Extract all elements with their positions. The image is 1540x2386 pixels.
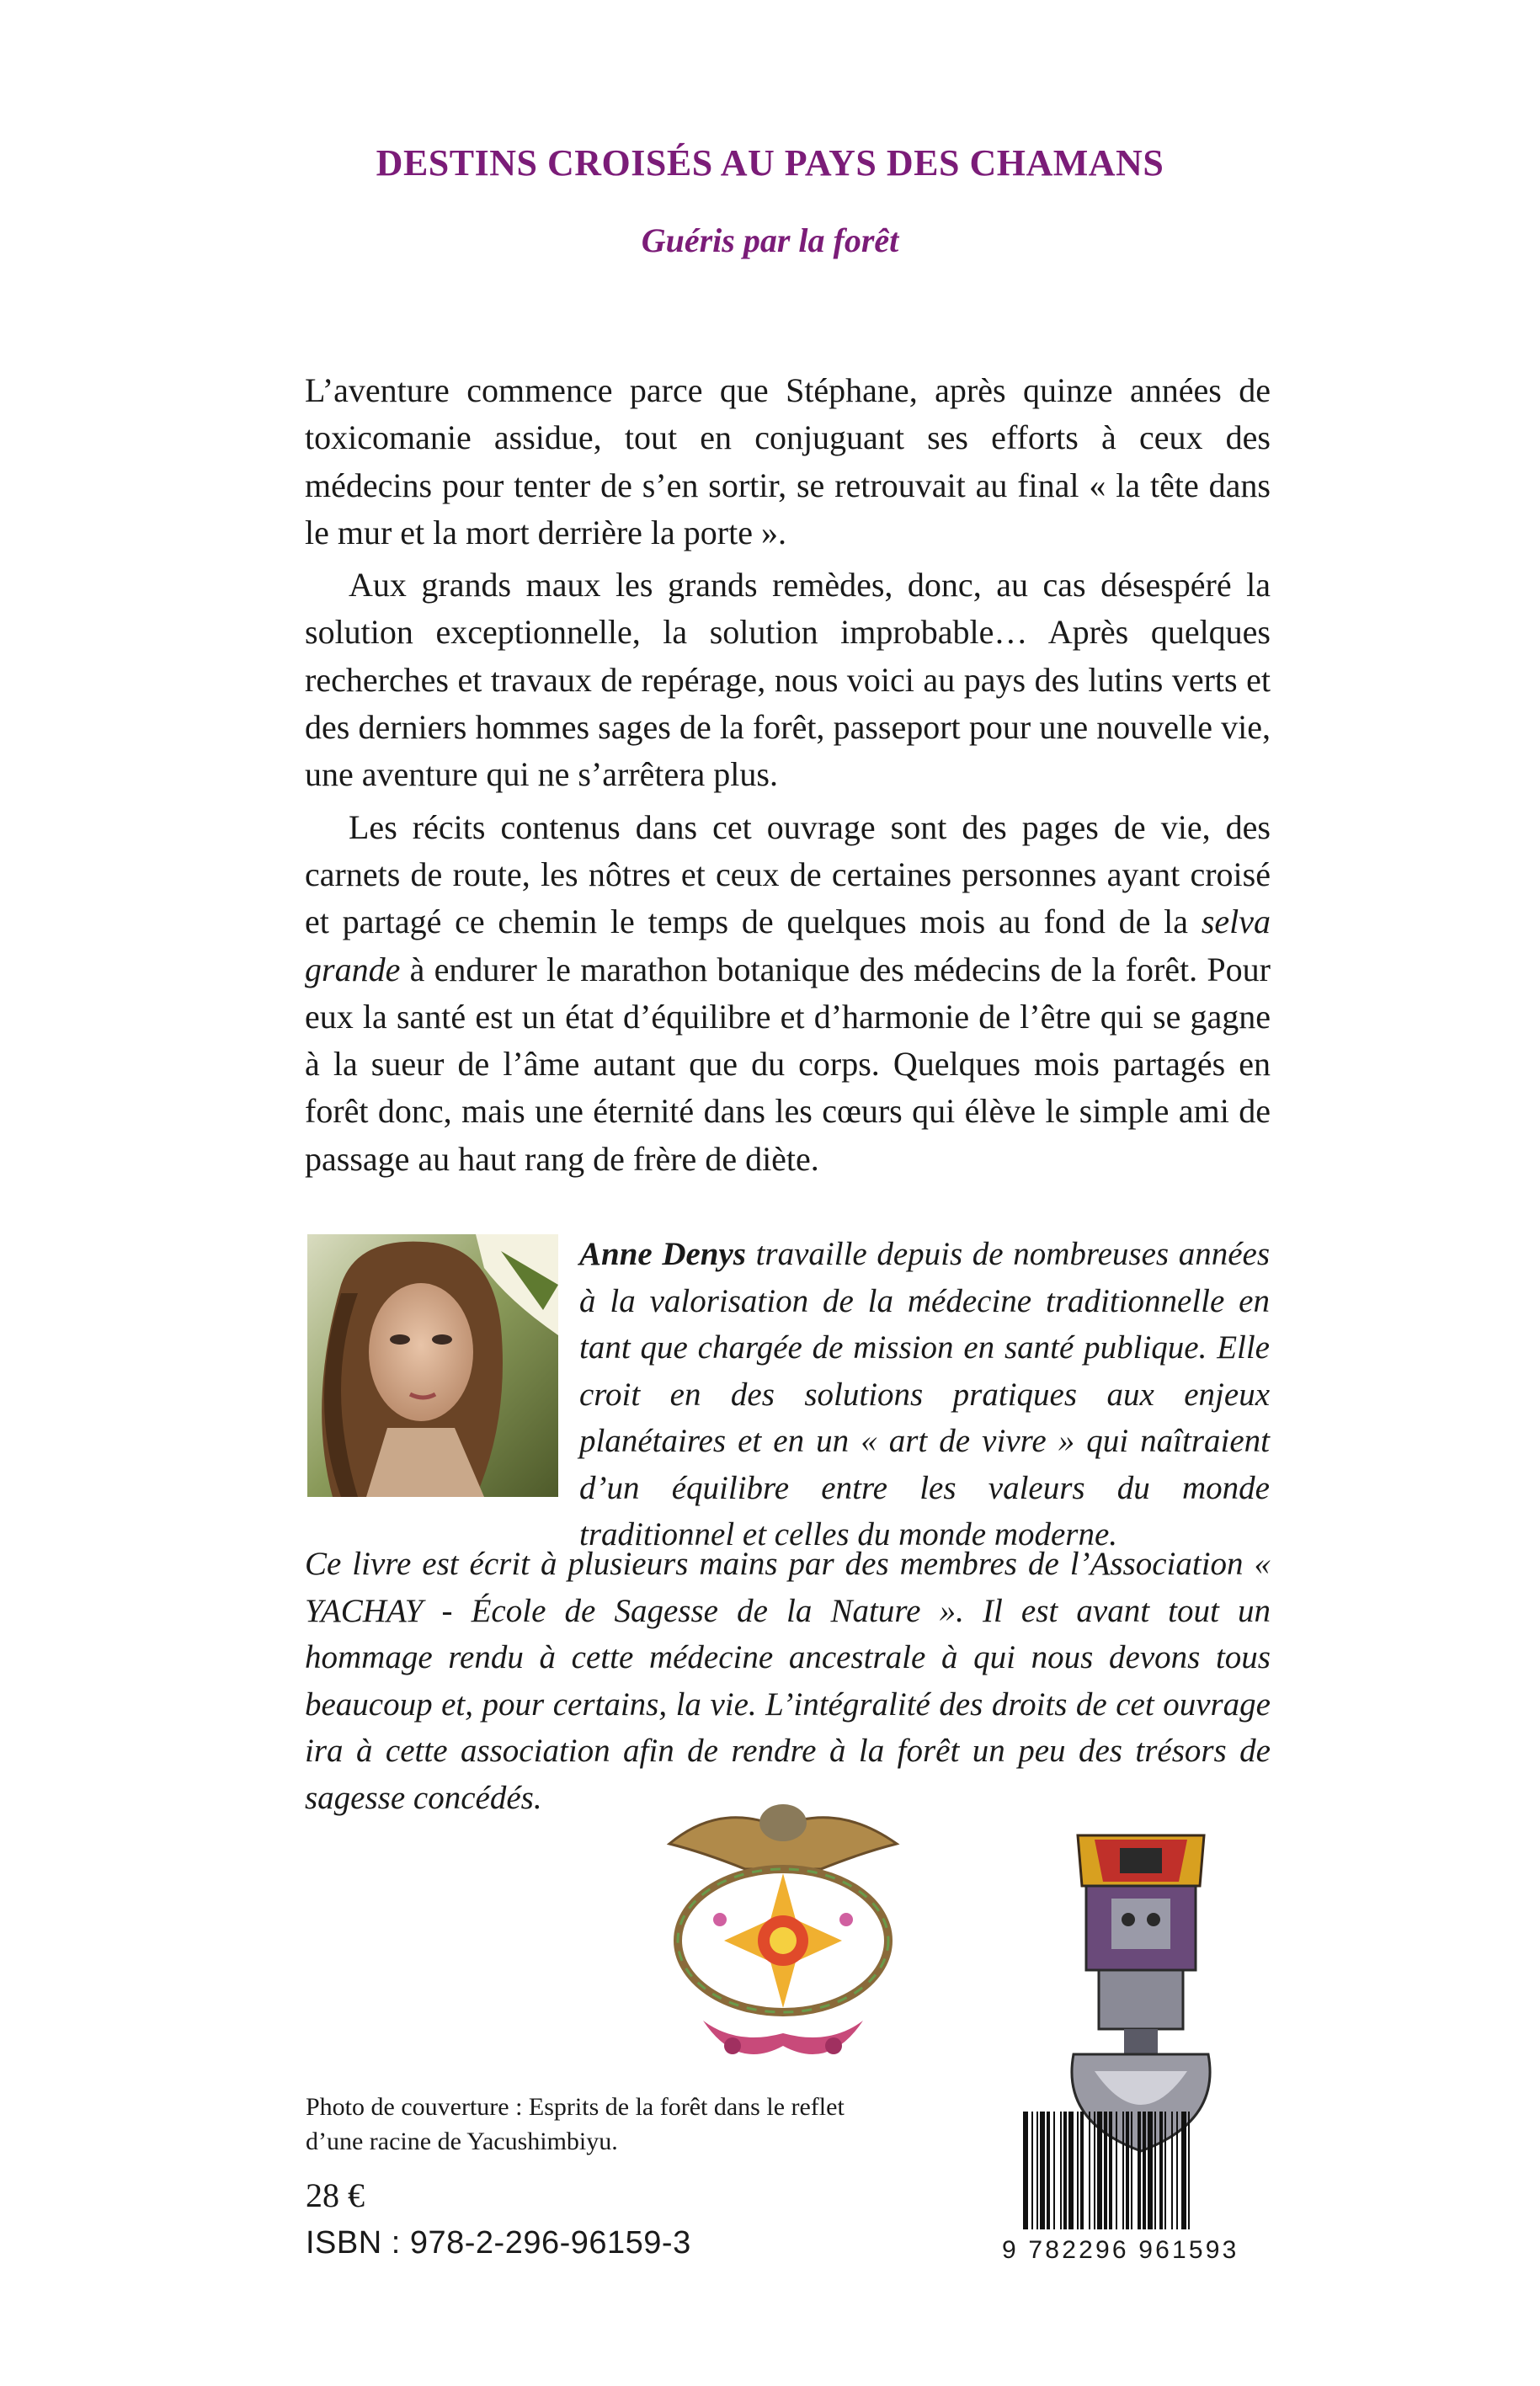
summary-paragraph-1: L’aventure commence parce que Stéphane, après quinze années de toxicomanie assidue, tout en conjuguant ses efforts à ceux des médecins pour tenter de s’en sortir, se retrouvait au final « la tête dans le mur et la mort derrière la porte ». [305,371,1271,551]
barcode-bar [1188,2112,1190,2229]
barcode-bar [1143,2112,1146,2229]
yachay-logo [653,1793,914,2080]
barcode-bar [1171,2112,1173,2229]
barcode-bar [1154,2112,1156,2229]
summary-p3-italic: selva grande [305,903,1271,988]
summary-p3-end: à endurer le marathon botanique des médecins de la forêt. Pour eux la santé est un état d’équilibre et d’harmonie de l’être qui se gagne à la sueur de l’âme autant que du corps. Quelques mois partagés en forêt donc, mais une éternité dans les cœurs qui élève le simple ami de passage au haut rang de frère de diète. [305,950,1271,1178]
summary-p3-start: Les récits contenus dans cet ouvrage sont des pages de vie, des carnets de route, les nôtres et ceux de certaines personnes ayant croisé et partagé ce chemin le temps de quelques mois au fond de la [305,807,1271,941]
barcode-bar [1126,2112,1129,2229]
author-name: Anne Denys [579,1236,746,1272]
barcode-bar [1023,2112,1028,2229]
tumi-logo [1061,1819,1221,2155]
barcode-bar [1097,2112,1102,2229]
price: 28 € [306,2176,365,2214]
barcode-bar [1148,2112,1153,2229]
summary-paragraph-3 [305,804,1271,1183]
author-bio [579,1231,1270,1558]
barcode-bar [1060,2112,1062,2229]
author-photo [307,1234,558,1497]
book-subtitle: Guéris par la forêt [641,221,899,259]
barcode-bar [1080,2112,1084,2229]
barcode-bar [1063,2112,1067,2229]
cover-photo-credit [306,2090,946,2159]
author-bio-text: travaille depuis de nombreuses années à la valorisation de la médecine traditionnelle en tant que chargée de mission en santé publique. Elle croit en des solutions pratiques aux enjeux planétaires et en un « art de vivre » qui naîtraient d’un équilibre entre les valeurs du monde traditionnel et celles du monde moderne. [579,1236,1270,1552]
barcode-bar [1159,2112,1163,2229]
barcode-bar [1053,2112,1055,2229]
barcode-bar [1164,2112,1166,2229]
barcode-bar [1122,2112,1124,2229]
barcode-bar [1068,2112,1074,2229]
barcode-bar [1036,2112,1038,2229]
cover-credit-line-1: Photo de couverture : Esprits de la forêt dans le reflet [306,2093,845,2121]
barcode-bar [1181,2112,1186,2229]
barcode-bar [1176,2112,1178,2229]
barcode-digits: 9 782296 961593 [1002,2236,1239,2264]
barcode-bar [1031,2112,1033,2229]
book-title: DESTINS CROISÉS AU PAYS DES CHAMANS [376,142,1164,184]
barcode-bar [1104,2112,1107,2229]
summary-paragraph-2: Aux grands maux les grands remèdes, donc, au cas désespéré la solution exceptionnelle, la solution improbable… Après quelques recherches et travaux de repérage, nous voici au pays des lutins verts et des derniers hommes sages de la forêt, passeport pour une nouvelle vie, une aventure qui ne s’arrêtera plus. [305,566,1271,794]
barcode-bar [1131,2112,1132,2229]
association-note: Ce livre est écrit à plusieurs mains par des membres de l’Association « YACHAY - École de Sagesse de la Nature ». Il est avant tout un hommage rendu à cette médecine ancestrale à qui nous devons tous beaucoup et, pour certains, la vie. L’intégralité des droits de cet ouvrage ira à cette association afin de rendre à la forêt un peu des trésors de sagesse concédés. [305,1546,1271,1816]
barcode-bar [1094,2112,1095,2229]
barcode-bar [1040,2112,1045,2229]
barcode-bar [1138,2112,1141,2229]
barcode [1021,2112,1271,2229]
isbn: ISBN : 978-2-296-96159-3 [306,2225,691,2261]
back-cover-summary [305,367,1271,1188]
barcode-bar [1077,2112,1079,2229]
barcode-bar [1047,2112,1050,2229]
cover-credit-line-2: d’une racine de Yacushimbiyu. [306,2128,618,2155]
barcode-bar [1109,2112,1112,2229]
barcode-bar [1089,2112,1090,2229]
barcode-bar [1116,2112,1117,2229]
